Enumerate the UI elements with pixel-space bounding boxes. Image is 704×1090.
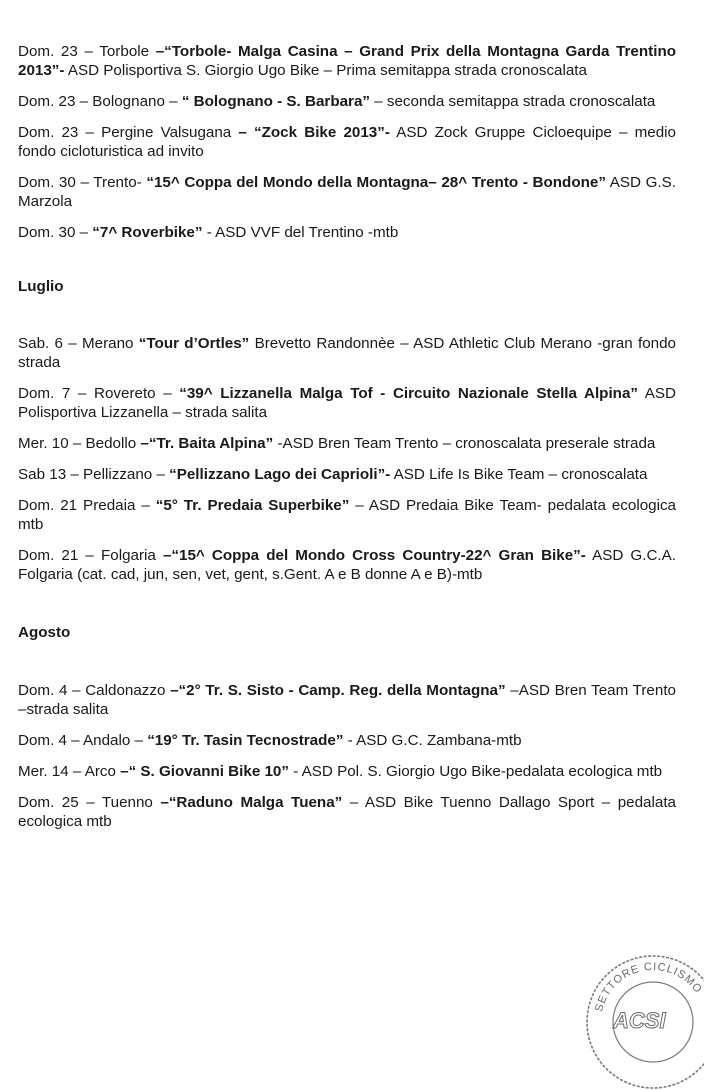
event-title: –“Torbole- Malga Casina – Grand Prix della Montagna Garda Trentino 2013”-	[18, 43, 676, 79]
event-organizer: ASD Zock Gruppe Cicloequipe – medio fondo cicloturistica ad invito	[18, 124, 676, 160]
event-date-place: Dom. 21 Predaia –	[18, 497, 156, 514]
event-entry	[18, 92, 676, 111]
event-title: “5° Tr. Predaia Superbike”	[155, 497, 350, 514]
stamp-logo-text: ACSI	[613, 1008, 666, 1033]
event-entry	[18, 465, 676, 484]
event-organizer: - ASD Pol. S. Giorgio Ugo Bike-pedalata ecologica mtb	[288, 763, 663, 780]
event-organizer: - ASD VVF del Trentino -mtb	[202, 224, 399, 241]
event-title: “ Bolognano - S. Barbara”	[181, 93, 370, 110]
event-date-place: Mer. 10 – Bedollo	[18, 435, 141, 452]
event-date-place: Mer. 14 – Arco	[18, 763, 121, 780]
section-agosto	[18, 623, 676, 831]
month-heading-luglio: Luglio	[18, 278, 64, 295]
event-date-place: Dom. 30 –	[18, 224, 93, 241]
event-entry	[18, 42, 676, 80]
event-date-place: Dom. 23 – Torbole	[18, 43, 156, 60]
event-entry	[18, 546, 676, 584]
event-entry	[18, 496, 676, 534]
event-title: “7^ Roverbike”	[92, 224, 203, 241]
event-title: –“15^ Coppa del Mondo Cross Country-22^ Gran Bike”-	[162, 547, 586, 564]
event-organizer: Brevetto Randonnèe – ASD Athletic Club Merano -gran fondo strada	[18, 335, 676, 371]
event-organizer: ASD G.C.A. Folgaria (cat. cad, jun, sen, vet, gent, s.Gent. A e B donne A e B)-mtb	[18, 547, 676, 583]
month-heading-agosto: Agosto	[18, 624, 71, 641]
event-title: “Pellizzano Lago dei Caprioli”-	[169, 466, 391, 483]
event-organizer: ASD Polisportiva S. Giorgio Ugo Bike – Prima semitappa strada cronoscalata	[64, 62, 587, 79]
event-entry	[18, 384, 676, 422]
event-title: “19° Tr. Tasin Tecnostrade”	[147, 732, 344, 749]
event-entry	[18, 223, 676, 242]
event-entry	[18, 793, 676, 831]
stamp-ring-text: SETTORE CICLISMO	[593, 960, 704, 1014]
event-organizer: ASD Life Is Bike Team – cronoscalata	[390, 466, 648, 483]
event-date-place: Dom. 21 – Folgaria	[18, 547, 163, 564]
event-title: –“Raduno Malga Tuena”	[160, 794, 343, 811]
event-title: “15^ Coppa del Mondo della Montagna– 28^ Trento - Bondone”	[146, 174, 606, 191]
event-date-place: Dom. 7 – Rovereto –	[18, 385, 180, 402]
event-date-place: Dom. 30 – Trento-	[18, 174, 147, 191]
acsi-stamp	[583, 950, 704, 1090]
event-date-place: Dom. 4 – Caldonazzo	[18, 682, 171, 699]
event-organizer: - ASD G.C. Zambana-mtb	[343, 732, 522, 749]
event-date-place: Dom. 25 – Tuenno	[18, 794, 161, 811]
event-entry	[18, 762, 676, 781]
event-date-place: Sab. 6 – Merano	[18, 335, 139, 352]
event-title: “Tour d’Ortles”	[138, 335, 250, 352]
event-title: –“2° Tr. S. Sisto - Camp. Reg. della Montagna”	[170, 682, 506, 699]
event-date-place: Sab 13 – Pellizzano –	[18, 466, 170, 483]
event-entry	[18, 731, 676, 750]
event-organizer: -ASD Bren Team Trento – cronoscalata preserale strada	[273, 435, 656, 452]
event-date-place: Dom. 23 – Bolognano –	[18, 93, 182, 110]
event-organizer: ASD Polisportiva Lizzanella – strada salita	[18, 385, 676, 421]
event-calendar-page	[18, 42, 676, 843]
event-organizer: – ASD Bike Tuenno Dallago Sport – pedalata ecologica mtb	[18, 794, 676, 830]
section-luglio	[18, 277, 676, 584]
event-date-place: Dom. 23 – Pergine Valsugana	[18, 124, 239, 141]
event-entry	[18, 173, 676, 211]
event-title: –“Tr. Baita Alpina”	[140, 435, 274, 452]
event-organizer: – ASD Predaia Bike Team- pedalata ecologica mtb	[18, 497, 677, 533]
section-june	[18, 42, 676, 242]
event-entry	[18, 434, 676, 453]
event-organizer: –ASD Bren Team Trento –strada salita	[18, 682, 676, 718]
event-organizer: – seconda semitappa strada cronoscalata	[370, 93, 656, 110]
event-title: “39^ Lizzanella Malga Tof - Circuito Nazionale Stella Alpina”	[179, 385, 638, 402]
event-title: – “Zock Bike 2013”-	[238, 124, 390, 141]
event-entry	[18, 123, 676, 161]
event-title: –“ S. Giovanni Bike 10”	[120, 763, 289, 780]
event-date-place: Dom. 4 – Andalo –	[18, 732, 148, 749]
event-organizer: ASD G.S. Marzola	[18, 174, 676, 210]
event-entry	[18, 334, 676, 372]
event-entry	[18, 681, 676, 719]
